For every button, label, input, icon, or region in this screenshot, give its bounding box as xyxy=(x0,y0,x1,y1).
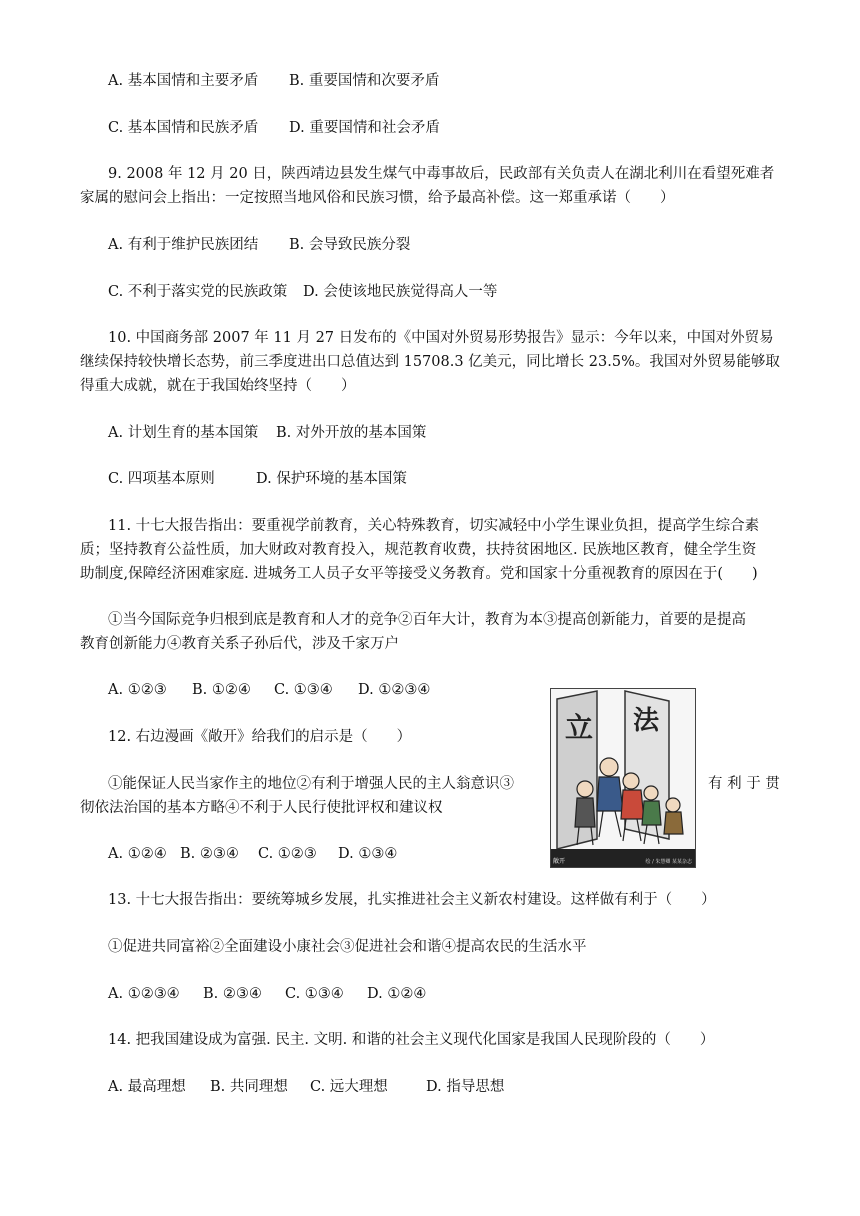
q11-option-d: D. ①②③④ xyxy=(358,682,431,698)
q12-stem: 12. 右边漫画《敞开》给我们的启示是（ ） xyxy=(108,729,412,745)
q13-stem: 13. 十七大报告指出：要统筹城乡发展，扎实推进社会主义新农村建设。这样做有利于（ ） xyxy=(108,892,716,908)
q10-option-b: B. 对外开放的基本国策 xyxy=(276,425,427,441)
comic-sign-right: 法 xyxy=(633,706,660,736)
q12-option-c: C. ①②③ xyxy=(258,846,317,862)
q10-option-d: D. 保护环境的基本国策 xyxy=(256,471,407,487)
q12-option-a: A. ①②④ xyxy=(108,846,167,862)
q13-option-a: A. ①②③④ xyxy=(108,986,180,1002)
q12-options xyxy=(108,844,397,864)
q10-option-a: A. 计划生育的基本国策 xyxy=(108,425,259,441)
q9-option-a: A. 有利于维护民族团结 xyxy=(108,237,259,253)
q14-option-d: D. 指导思想 xyxy=(426,1079,505,1095)
q8-option-a: A. 基本国情和主要矛盾 xyxy=(108,73,259,89)
comic-caption: 敞开 xyxy=(553,858,566,865)
q12-statements-line1: ①能保证人民当家作主的地位②有利于增强人民的主人翁意识③ xyxy=(108,776,514,792)
q14-stem: 14. 把我国建设成为富强. 民主. 文明. 和谐的社会主义现代化国家是我国人民现阶段的（ ） xyxy=(108,1032,715,1048)
q10-options-row1 xyxy=(108,423,426,443)
q13-statements: ①促进共同富裕②全面建设小康社会③促进社会和谐④提高农民的生活水平 xyxy=(108,939,587,955)
q13-options xyxy=(108,984,426,1004)
q11-stem-line3: 助制度,保障经济困难家庭. 进城务工人员子女平等接受义务教育。党和国家十分重视教育的原因在于( ) xyxy=(80,566,758,582)
q11-statements-line1: ①当今国际竞争归根到底是教育和人才的竞争②百年大计，教育为本③提高创新能力，首要的是提高 xyxy=(108,612,746,628)
q13-option-b: B. ②③④ xyxy=(203,986,262,1002)
q12-option-d: D. ①③④ xyxy=(338,846,398,862)
q9-options-row2 xyxy=(108,282,497,302)
q11-statements-line2: 教育创新能力④教育关系子孙后代，涉及千家万户 xyxy=(80,636,399,652)
q9-option-c: C. 不利于落实党的民族政策 xyxy=(108,284,288,300)
q8-options-row1 xyxy=(108,71,439,91)
q9-stem-line1: 9. 2008 年 12 月 20 日，陕西靖边县发生煤气中毒事故后，民政部有关负责人在湖北利川在看望死难者 xyxy=(108,166,775,182)
q8-option-c: C. 基本国情和民族矛盾 xyxy=(108,120,259,136)
q14-options xyxy=(108,1077,504,1097)
q14-option-a: A. 最高理想 xyxy=(108,1079,186,1095)
q8-options-row2 xyxy=(108,118,440,138)
q11-stem-line2: 质；坚持教育公益性质，加大财政对教育投入，规范教育收费，扶持贫困地区. 民族地区教育，健全学生资 xyxy=(80,542,757,558)
comic-sign-left: 立 xyxy=(565,711,594,744)
q8-option-b: B. 重要国情和次要矛盾 xyxy=(289,73,440,89)
q11-stem-line1: 11. 十七大报告指出：要重视学前教育，关心特殊教育，切实减轻中小学生课业负担，提高学生综合素 xyxy=(108,518,760,534)
q12-statements-line1-right: 有 利 于 贯 xyxy=(708,776,780,792)
q14-option-c: C. 远大理想 xyxy=(310,1079,388,1095)
q12-comic-image xyxy=(550,688,696,868)
q12-statements-line2: 彻依法治国的基本方略④不利于人民行使批评权和建议权 xyxy=(80,800,443,816)
q11-option-a: A. ①②③ xyxy=(108,682,167,698)
q10-options-row2 xyxy=(108,469,407,489)
q12-option-b: B. ②③④ xyxy=(180,846,239,862)
q10-stem-line2: 继续保持较快增长态势，前三季度进出口总值达到 15708.3 亿美元，同比增长 23.5%。我国对外贸易能够取 xyxy=(80,354,780,370)
q14-option-b: B. 共同理想 xyxy=(210,1079,288,1095)
q9-stem-line2: 家属的慰问会上指出：一定按照当地风俗和民族习惯，给予最高补偿。这一郑重承诺（ ） xyxy=(80,190,675,206)
q11-options xyxy=(108,680,430,700)
q13-option-c: C. ①③④ xyxy=(285,986,344,1002)
q10-option-c: C. 四项基本原则 xyxy=(108,471,215,487)
comic-illustration xyxy=(551,689,695,867)
q8-option-d: D. 重要国情和社会矛盾 xyxy=(289,120,440,136)
comic-credit: 绘 / 朱慧卿 某某杂志 xyxy=(645,859,692,865)
q9-options-row1 xyxy=(108,235,410,255)
q10-stem-line3: 得重大成就，就在于我国始终坚持（ ） xyxy=(80,378,356,394)
q9-option-d: D. 会使该地民族觉得高人一等 xyxy=(303,284,498,300)
q11-option-c: C. ①③④ xyxy=(274,682,333,698)
q9-option-b: B. 会导致民族分裂 xyxy=(289,237,411,253)
q11-option-b: B. ①②④ xyxy=(192,682,251,698)
q13-option-d: D. ①②④ xyxy=(367,986,427,1002)
q10-stem-line1: 10. 中国商务部 2007 年 11 月 27 日发布的《中国对外贸易形势报告》显示：今年以来，中国对外贸易 xyxy=(108,330,774,346)
